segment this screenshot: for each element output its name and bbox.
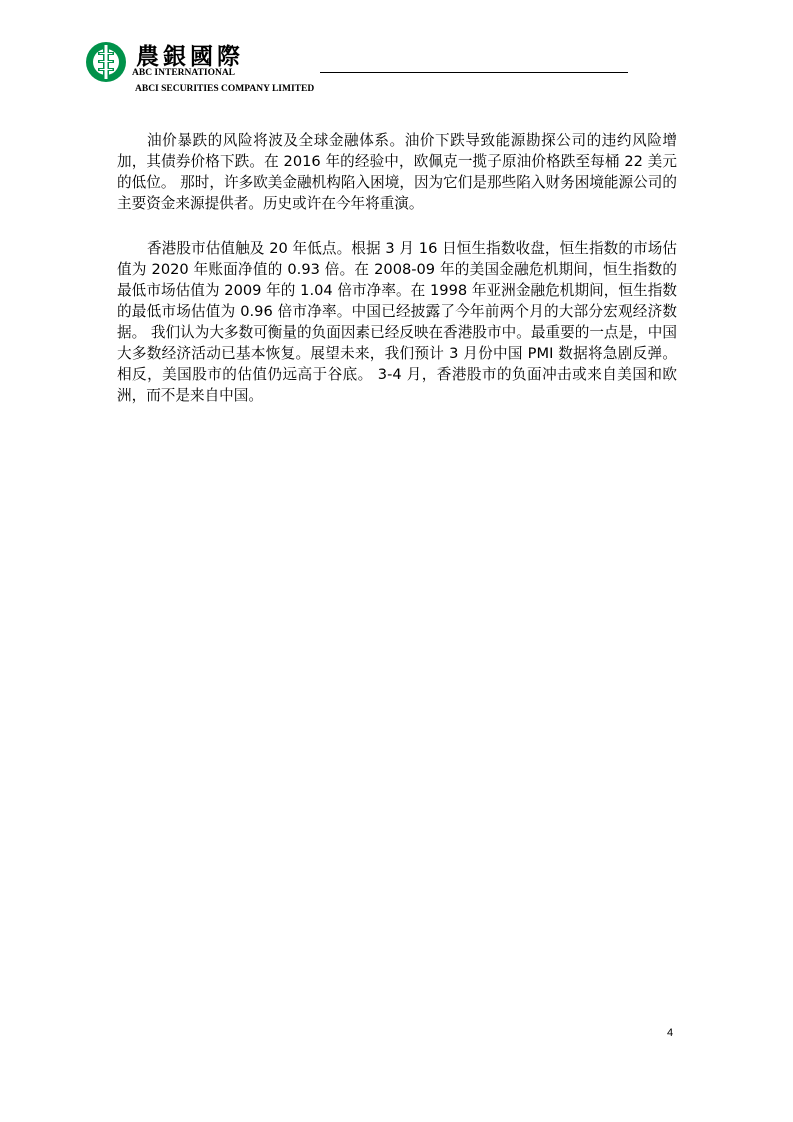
abc-bank-logo-icon (84, 40, 128, 84)
page-header (84, 38, 644, 102)
paragraph-oil-risk: 油价暴跌的风险将波及全球金融体系。油价下跌导致能源勘探公司的违约风险增加，其债券价格下跌。在 2016 年的经验中，欧佩克一揽子原油价格跌至每桶 22 美元的低位。 那时，许多欧美金融机构陷入困境，因为它们是那些陷入财务困境能源公司的主要资金来源提供者。历史或许在今年将重演。 (117, 132, 677, 212)
company-english-name: ABC INTERNATIONAL (132, 68, 236, 78)
page-number: 4 (667, 1027, 674, 1039)
company-full-name: ABCI SECURITIES COMPANY LIMITED (135, 84, 315, 94)
company-chinese-name: 農銀國際 (136, 43, 244, 70)
paragraph-hk-valuation: 香港股市估值触及 20 年低点。根据 3 月 16 日恒生指数收盘，恒生指数的市场估值为 2020 年账面净值的 0.93 倍。在 2008-09 年的美国金融危机期间，恒生指数的最低市场估值为 2009 年的 1.04 倍市净率。在 1998 年亚洲金融危机期间，恒生指数的最低市场估值为 0.96 倍市净率。中国已经披露了今年前两个月的大部分宏观经济数据。 我们认为大多数可衡量的负面因素已经反映在香港股市中。最重要的一点是，中国大多数经济活动已基本恢复。展望未来，我们预计 3 月份中国 PMI 数据将急剧反弹。相反，美国股市的估值仍远高于谷底。 3-4 月，香港股市的负面冲击或来自美国和欧洲，而不是来自中国。 (117, 240, 677, 404)
header-divider (320, 72, 628, 73)
document-body (117, 130, 677, 430)
